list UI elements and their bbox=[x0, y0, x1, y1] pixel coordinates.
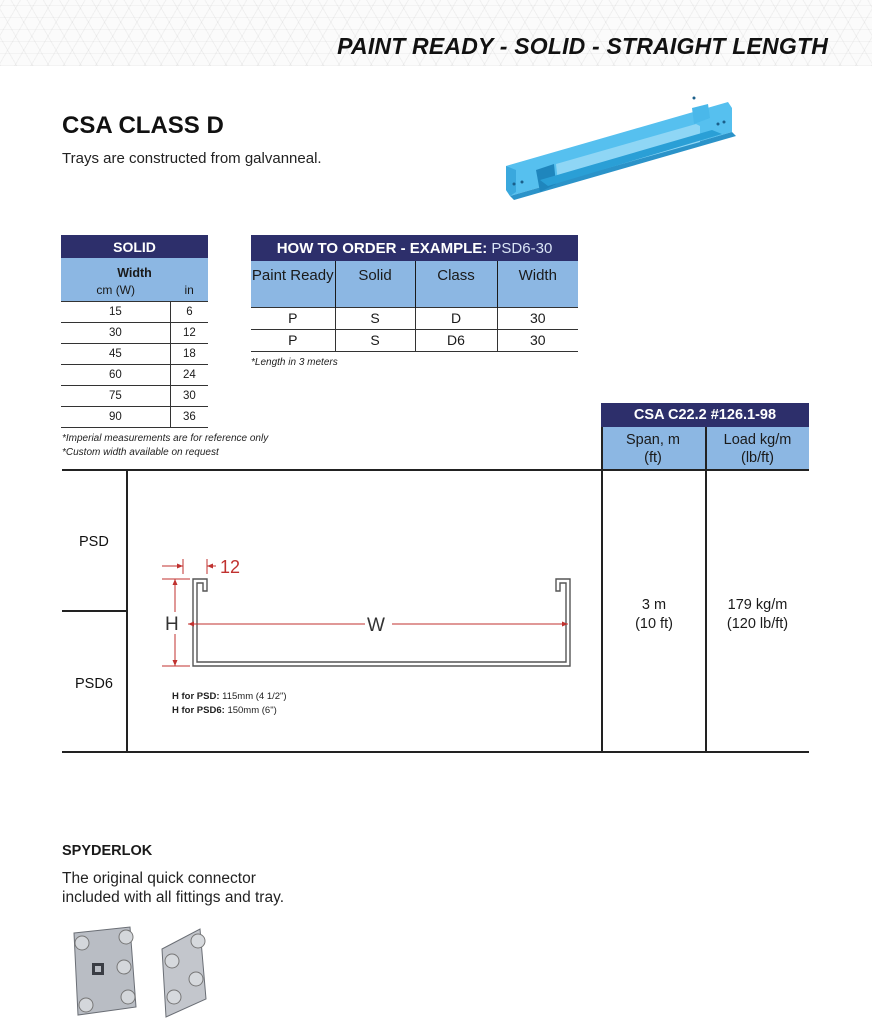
how-to-order-table bbox=[251, 235, 578, 352]
order-title-text: HOW TO ORDER - EXAMPLE: bbox=[276, 239, 488, 257]
col-header-width: Width bbox=[497, 261, 578, 307]
height-dimension-label: H bbox=[165, 614, 179, 635]
tray-cross-section-diagram bbox=[150, 550, 590, 680]
table-row bbox=[61, 322, 208, 343]
flange-dimension-label: 12 bbox=[220, 557, 241, 577]
h-psd-value: 115mm (4 1/2") bbox=[222, 691, 287, 702]
width-dimension-label: W bbox=[367, 615, 385, 636]
width-group-header: Width bbox=[61, 258, 208, 280]
product-title: CSA CLASS D bbox=[62, 112, 224, 139]
load-header-label: Load kg/m bbox=[723, 432, 792, 448]
load-header bbox=[706, 427, 809, 469]
col-header-solid: Solid bbox=[335, 261, 415, 307]
model-psd6: PSD6 bbox=[75, 676, 113, 692]
h-psd6-value: 150mm (6") bbox=[227, 705, 277, 716]
order-table-title bbox=[251, 235, 578, 261]
h-psd6-label: H for PSD6: bbox=[172, 705, 225, 716]
cell-paint: P bbox=[251, 329, 335, 351]
cell-cm: 90 bbox=[61, 406, 170, 427]
table-bottom-rule bbox=[62, 751, 809, 753]
csa-standard-title: CSA C22.2 #126.1-98 bbox=[601, 403, 809, 427]
spyderlok-title: SPYDERLOK bbox=[62, 843, 153, 859]
cell-paint: P bbox=[251, 307, 335, 329]
cell-class: D6 bbox=[415, 329, 497, 351]
load-value bbox=[706, 596, 809, 634]
cell-in: 18 bbox=[170, 343, 208, 364]
cell-solid: S bbox=[335, 329, 415, 351]
cell-width: 30 bbox=[497, 307, 578, 329]
span-header-label: Span, m bbox=[626, 432, 680, 448]
table-top-rule bbox=[62, 469, 809, 471]
cell-class: D bbox=[415, 307, 497, 329]
cell-cm: 75 bbox=[61, 385, 170, 406]
cell-solid: S bbox=[335, 307, 415, 329]
spyderlok-description bbox=[62, 869, 284, 907]
cell-cm: 30 bbox=[61, 322, 170, 343]
page-header-title: PAINT READY - SOLID - STRAIGHT LENGTH bbox=[337, 33, 828, 59]
cell-cm: 60 bbox=[61, 364, 170, 385]
cell-cm: 15 bbox=[61, 301, 170, 322]
spyderlok-connector-front-image bbox=[68, 925, 140, 1017]
h-psd6-note bbox=[172, 705, 277, 716]
cell-in: 36 bbox=[170, 406, 208, 427]
model-row-divider bbox=[62, 610, 127, 612]
col-header-class: Class bbox=[415, 261, 497, 307]
span-value-metric: 3 m bbox=[641, 597, 667, 613]
table-row bbox=[61, 385, 208, 406]
span-header-unit: (ft) bbox=[644, 450, 662, 466]
solid-table-title: SOLID bbox=[61, 235, 208, 258]
cell-width: 30 bbox=[497, 329, 578, 351]
cell-in: 24 bbox=[170, 364, 208, 385]
spyderlok-line-2: included with all fittings and tray. bbox=[62, 889, 284, 906]
cell-cm: 45 bbox=[61, 343, 170, 364]
order-example-code: PSD6-30 bbox=[491, 239, 553, 257]
table-row bbox=[61, 343, 208, 364]
cell-in: 6 bbox=[170, 301, 208, 322]
cell-in: 30 bbox=[170, 385, 208, 406]
model-psd: PSD bbox=[79, 534, 109, 550]
spyderlok-connector-side-image bbox=[156, 925, 212, 1019]
span-value bbox=[602, 596, 706, 634]
span-header bbox=[601, 427, 705, 469]
h-psd-label: H for PSD: bbox=[172, 691, 220, 702]
table-row bbox=[251, 329, 578, 351]
solid-width-table bbox=[61, 235, 208, 428]
table-row bbox=[61, 364, 208, 385]
col-header-cm: cm (W) bbox=[61, 280, 170, 301]
h-psd-note bbox=[172, 691, 287, 702]
col-header-paint-ready: Paint Ready bbox=[251, 261, 335, 307]
length-note: *Length in 3 meters bbox=[251, 357, 338, 368]
imperial-note: *Imperial measurements are for reference only bbox=[62, 433, 269, 444]
cable-tray-image bbox=[496, 88, 742, 216]
load-value-metric: 179 kg/m bbox=[727, 597, 788, 613]
table-row bbox=[251, 307, 578, 329]
load-column-divider bbox=[705, 427, 707, 752]
span-value-imperial: (10 ft) bbox=[635, 616, 673, 632]
load-header-unit: (lb/ft) bbox=[740, 450, 775, 466]
table-row bbox=[61, 406, 208, 427]
col-header-in: in bbox=[170, 280, 208, 301]
spyderlok-line-1: The original quick connector bbox=[62, 870, 256, 887]
table-row bbox=[61, 301, 208, 322]
custom-width-note: *Custom width available on request bbox=[62, 447, 219, 458]
load-value-imperial: (120 lb/ft) bbox=[726, 616, 789, 632]
span-column-divider bbox=[601, 427, 603, 752]
product-subtitle: Trays are constructed from galvanneal. bbox=[62, 150, 322, 167]
cell-in: 12 bbox=[170, 322, 208, 343]
